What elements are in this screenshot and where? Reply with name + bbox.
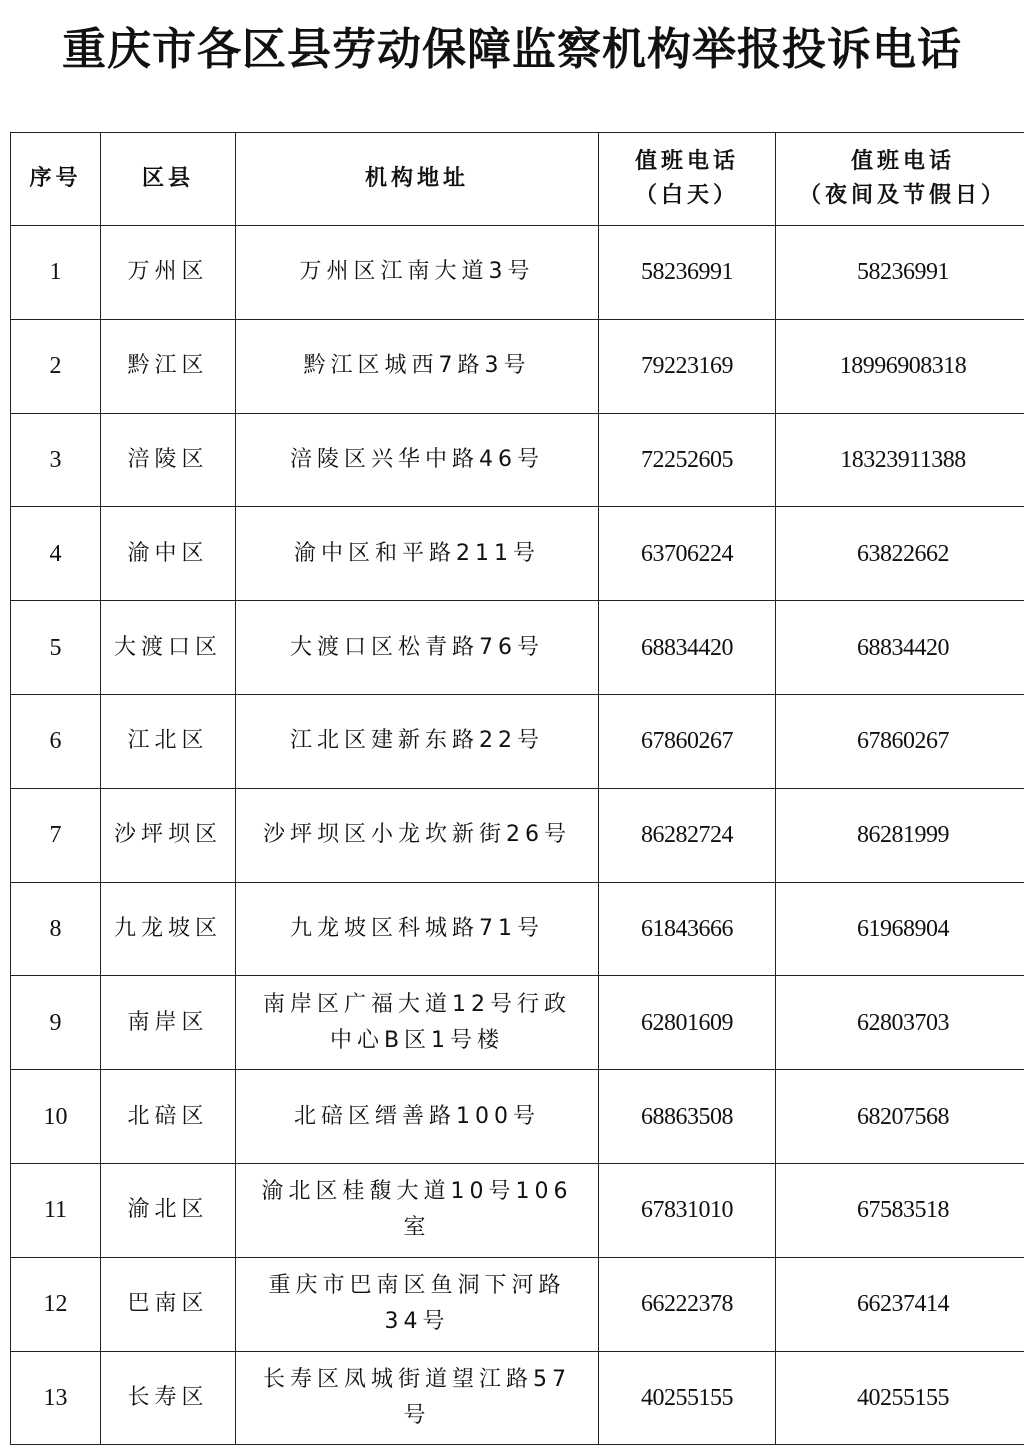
- cell-district: 沙坪坝区: [101, 788, 236, 882]
- table-header-row: [11, 133, 1024, 226]
- table-row: [11, 507, 1024, 601]
- cell-day-phone: 40255155: [599, 1351, 776, 1445]
- complaint-hotline-table: [10, 132, 1024, 1445]
- cell-address: 九龙坡区科城路71号: [236, 882, 599, 976]
- cell-index: 13: [11, 1351, 101, 1445]
- table-body: [11, 226, 1024, 1445]
- cell-index: 2: [11, 319, 101, 413]
- cell-night-phone: 18996908318: [776, 319, 1024, 413]
- cell-index: 1: [11, 226, 101, 320]
- cell-district: 北碚区: [101, 1070, 236, 1164]
- cell-address: 重庆市巴南区鱼洞下河路34号: [236, 1257, 599, 1351]
- cell-address: 南岸区广福大道12号行政中心B区1号楼: [236, 976, 599, 1070]
- cell-day-phone: 58236991: [599, 226, 776, 320]
- cell-index: 9: [11, 976, 101, 1070]
- cell-address: 长寿区凤城街道望江路57号: [236, 1351, 599, 1445]
- table-row: [11, 788, 1024, 882]
- cell-night-phone: 63822662: [776, 507, 1024, 601]
- cell-night-phone: 67860267: [776, 694, 1024, 788]
- cell-index: 8: [11, 882, 101, 976]
- cell-district: 江北区: [101, 694, 236, 788]
- header-day-phone: [599, 133, 776, 226]
- cell-address: 北碚区缙善路100号: [236, 1070, 599, 1164]
- table-row: [11, 976, 1024, 1070]
- cell-index: 3: [11, 413, 101, 507]
- cell-address: 大渡口区松青路76号: [236, 601, 599, 695]
- cell-district: 黔江区: [101, 319, 236, 413]
- page-title: 重庆市各区县劳动保障监察机构举报投诉电话: [62, 24, 962, 75]
- cell-district: 渝中区: [101, 507, 236, 601]
- cell-index: 12: [11, 1257, 101, 1351]
- cell-district: 九龙坡区: [101, 882, 236, 976]
- cell-index: 11: [11, 1163, 101, 1257]
- cell-district: 南岸区: [101, 976, 236, 1070]
- cell-address: 涪陵区兴华中路46号: [236, 413, 599, 507]
- cell-day-phone: 79223169: [599, 319, 776, 413]
- cell-day-phone: 68863508: [599, 1070, 776, 1164]
- cell-district: 长寿区: [101, 1351, 236, 1445]
- table-row: [11, 1351, 1024, 1445]
- cell-district: 万州区: [101, 226, 236, 320]
- table-row: [11, 226, 1024, 320]
- table-row: [11, 319, 1024, 413]
- cell-address: 渝中区和平路211号: [236, 507, 599, 601]
- header-night-phone-line2: （夜间及节假日）: [798, 183, 1007, 208]
- cell-night-phone: 68834420: [776, 601, 1024, 695]
- cell-night-phone: 18323911388: [776, 413, 1024, 507]
- cell-day-phone: 66222378: [599, 1257, 776, 1351]
- cell-night-phone: 86281999: [776, 788, 1024, 882]
- cell-address: 江北区建新东路22号: [236, 694, 599, 788]
- cell-index: 5: [11, 601, 101, 695]
- cell-index: 10: [11, 1070, 101, 1164]
- cell-day-phone: 62801609: [599, 976, 776, 1070]
- header-night-phone-line1: 值班电话: [850, 149, 955, 174]
- cell-address: 沙坪坝区小龙坎新街26号: [236, 788, 599, 882]
- header-address: 机构地址: [236, 133, 599, 226]
- cell-day-phone: 86282724: [599, 788, 776, 882]
- cell-night-phone: 62803703: [776, 976, 1024, 1070]
- cell-index: 7: [11, 788, 101, 882]
- table-row: [11, 1163, 1024, 1257]
- cell-night-phone: 67583518: [776, 1163, 1024, 1257]
- cell-index: 4: [11, 507, 101, 601]
- cell-address: 黔江区城西7路3号: [236, 319, 599, 413]
- cell-day-phone: 67860267: [599, 694, 776, 788]
- table-row: [11, 1257, 1024, 1351]
- cell-night-phone: 66237414: [776, 1257, 1024, 1351]
- cell-address: 渝北区桂馥大道10号106室: [236, 1163, 599, 1257]
- cell-district: 巴南区: [101, 1257, 236, 1351]
- header-district: 区县: [101, 133, 236, 226]
- cell-night-phone: 68207568: [776, 1070, 1024, 1164]
- cell-night-phone: 61968904: [776, 882, 1024, 976]
- table-row: [11, 694, 1024, 788]
- table-row: [11, 413, 1024, 507]
- table-row: [11, 1070, 1024, 1164]
- table-row: [11, 882, 1024, 976]
- cell-day-phone: 72252605: [599, 413, 776, 507]
- header-day-phone-line1: 值班电话: [634, 149, 739, 174]
- cell-district: 渝北区: [101, 1163, 236, 1257]
- cell-district: 大渡口区: [101, 601, 236, 695]
- cell-day-phone: 63706224: [599, 507, 776, 601]
- cell-day-phone: 68834420: [599, 601, 776, 695]
- cell-day-phone: 67831010: [599, 1163, 776, 1257]
- cell-day-phone: 61843666: [599, 882, 776, 976]
- cell-district: 涪陵区: [101, 413, 236, 507]
- table-row: [11, 601, 1024, 695]
- header-day-phone-line2: （白天）: [634, 183, 739, 208]
- cell-index: 6: [11, 694, 101, 788]
- header-index: 序号: [11, 133, 101, 226]
- cell-address: 万州区江南大道3号: [236, 226, 599, 320]
- cell-night-phone: 58236991: [776, 226, 1024, 320]
- header-night-phone: [776, 133, 1024, 226]
- cell-night-phone: 40255155: [776, 1351, 1024, 1445]
